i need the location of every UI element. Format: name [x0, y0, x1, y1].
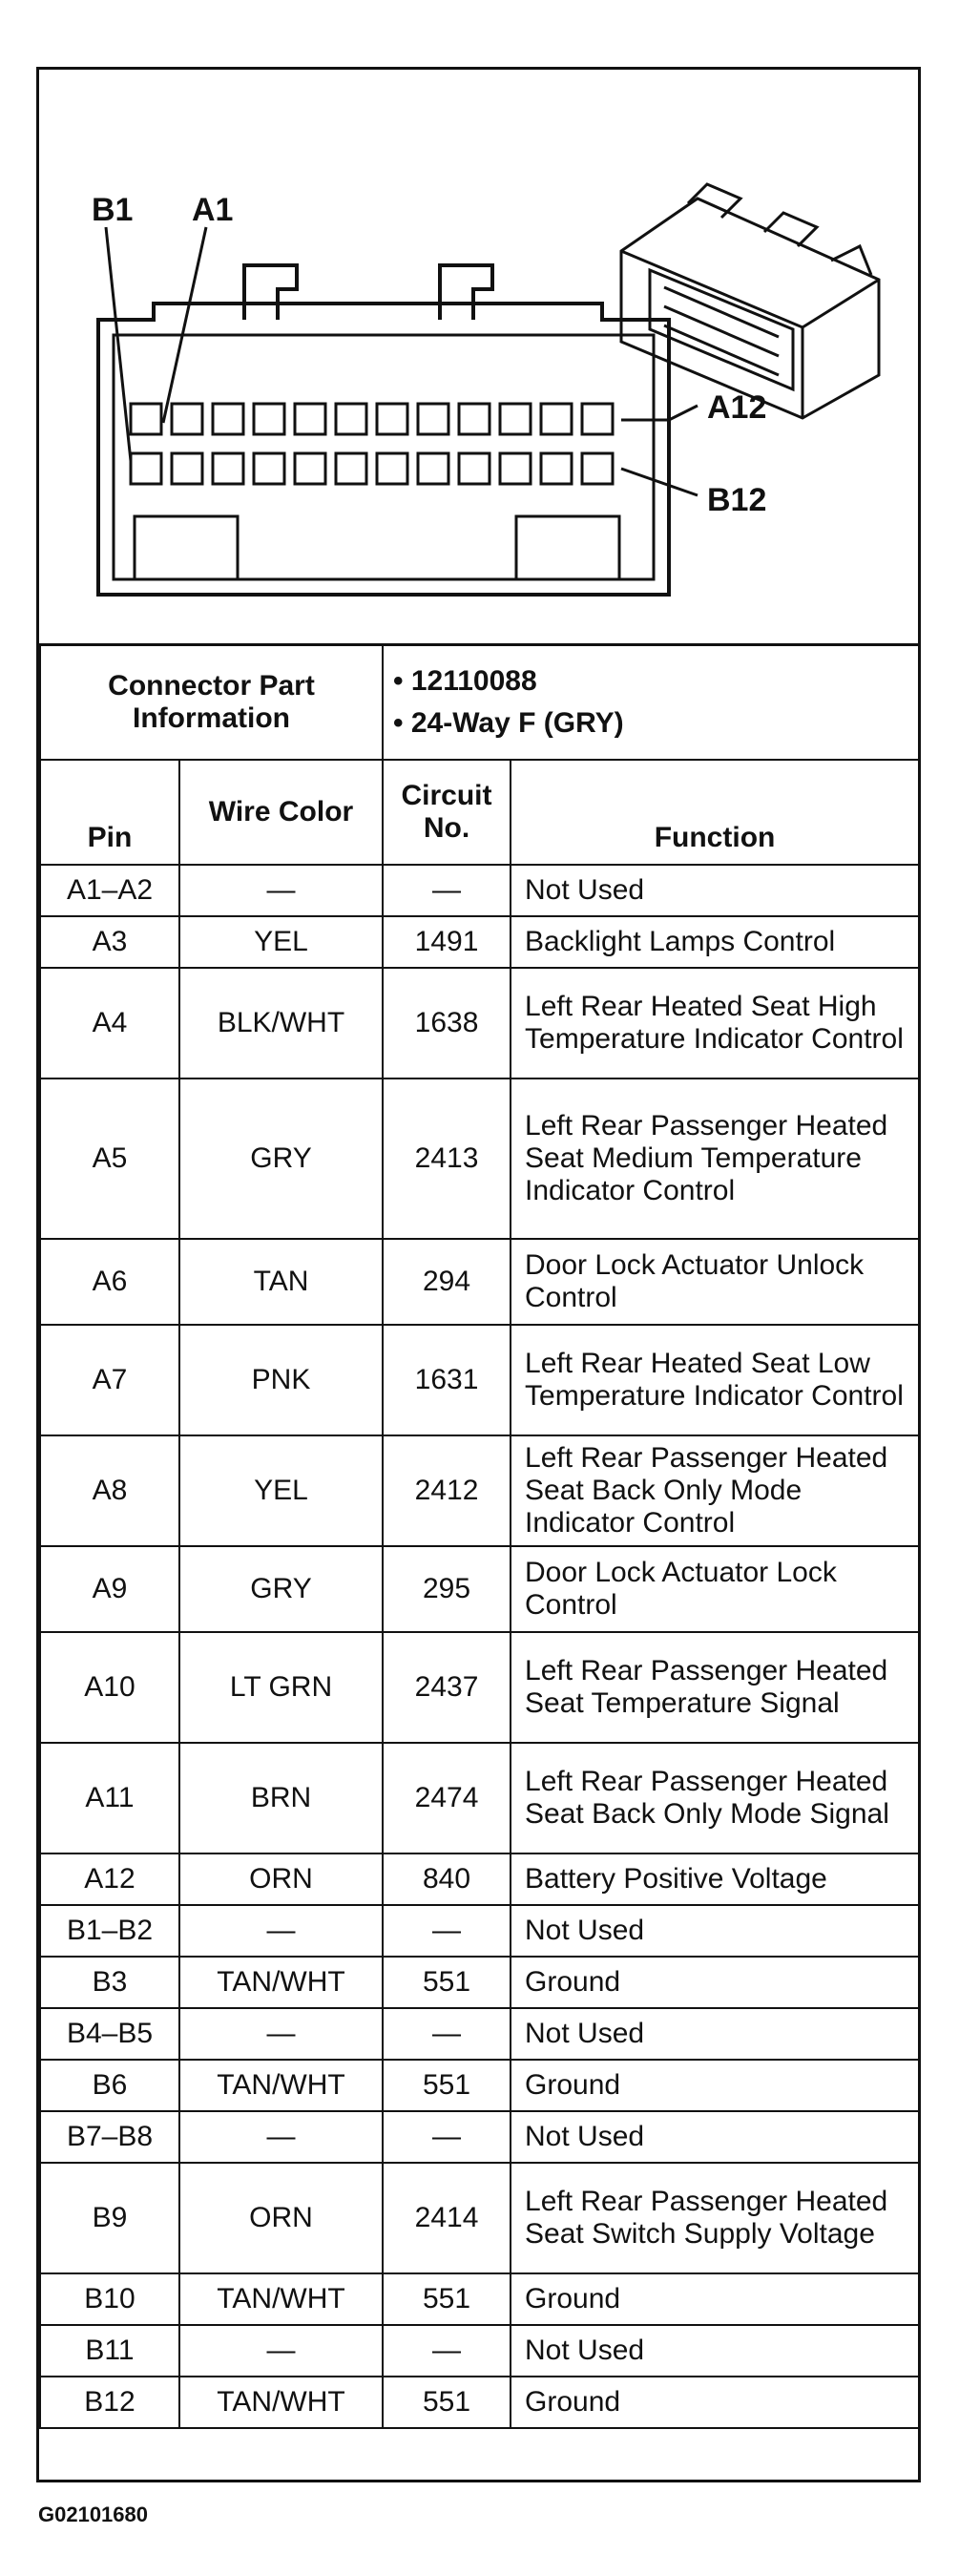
wire-color-cell: ORN — [179, 2163, 383, 2273]
wire-color-cell: — — [179, 865, 383, 916]
pin-cell: B10 — [40, 2273, 179, 2325]
pin-cavity — [336, 453, 366, 484]
function-cell: Backlight Lamps Control — [511, 916, 919, 968]
circuit-cell: 294 — [383, 1239, 511, 1325]
lock-tab-left — [244, 265, 297, 320]
circuit-cell: 2474 — [383, 1743, 511, 1853]
pin-cavity — [459, 404, 490, 434]
function-cell: Door Lock Actuator Lock Control — [511, 1546, 919, 1632]
function-cell: Ground — [511, 2273, 919, 2325]
pin-cell: B7–B8 — [40, 2111, 179, 2163]
pin-cavity — [254, 404, 284, 434]
table-row — [40, 2060, 919, 2111]
function-cell: Ground — [511, 1957, 919, 2008]
pin-cavity — [172, 404, 202, 434]
pin-cavity — [377, 453, 407, 484]
label-b1: B1 — [92, 192, 134, 228]
pin-cell: A4 — [40, 968, 179, 1079]
circuit-cell: — — [383, 865, 511, 916]
wire-color-cell: ORN — [179, 1853, 383, 1905]
table-row — [40, 2377, 919, 2428]
b1-leader-line — [106, 227, 131, 461]
circuit-cell: 2412 — [383, 1435, 511, 1546]
b12-leader-line — [621, 469, 698, 495]
pin-cell: A8 — [40, 1435, 179, 1546]
wire-color-cell: — — [179, 2111, 383, 2163]
table-row — [40, 2111, 919, 2163]
circuit-cell: 295 — [383, 1546, 511, 1632]
pin-cavity — [131, 404, 161, 434]
circuit-cell: 551 — [383, 2377, 511, 2428]
pin-cell: A9 — [40, 1546, 179, 1632]
pin-cavity — [295, 404, 325, 434]
table-row — [40, 916, 919, 968]
function-cell: Left Rear Passenger Heated Seat Switch Supply Voltage — [511, 2163, 919, 2273]
function-cell: Ground — [511, 2377, 919, 2428]
function-cell: Ground — [511, 2060, 919, 2111]
table-row — [40, 2008, 919, 2060]
table-row — [40, 1743, 919, 1853]
figure-id: G02101680 — [38, 2503, 148, 2526]
circuit-cell: — — [383, 2111, 511, 2163]
pin-cavity — [254, 453, 284, 484]
pin-cavity — [213, 404, 243, 434]
bottom-key-right — [516, 516, 619, 579]
table-row — [40, 1905, 919, 1957]
table-row — [40, 1957, 919, 2008]
circuit-cell: 1491 — [383, 916, 511, 968]
pin-cavity — [500, 404, 531, 434]
wire-color-cell: BRN — [179, 1743, 383, 1853]
table-row — [40, 1435, 919, 1546]
wire-color-cell: PNK — [179, 1325, 383, 1435]
wire-color-cell: — — [179, 2325, 383, 2377]
wire-color-cell: TAN — [179, 1239, 383, 1325]
pin-cell: B1–B2 — [40, 1905, 179, 1957]
table-header-row — [40, 760, 919, 865]
pin-cell: A10 — [40, 1632, 179, 1743]
header-wire-color: Wire Color — [179, 760, 383, 865]
function-cell: Not Used — [511, 2111, 919, 2163]
table-row — [40, 1239, 919, 1325]
pin-cell: B11 — [40, 2325, 179, 2377]
circuit-cell: 551 — [383, 2273, 511, 2325]
pin-cell: B9 — [40, 2163, 179, 2273]
function-cell: Left Rear Passenger Heated Seat Temperature Signal — [511, 1632, 919, 1743]
pin-cell: A11 — [40, 1743, 179, 1853]
pin-cavity — [418, 453, 448, 484]
function-cell: Left Rear Passenger Heated Seat Medium Temperature Indicator Control — [511, 1079, 919, 1239]
table-row — [40, 2325, 919, 2377]
pin-cell: A12 — [40, 1853, 179, 1905]
table-row — [40, 1325, 919, 1435]
pin-cell: B4–B5 — [40, 2008, 179, 2060]
pin-cavity — [418, 404, 448, 434]
table-row — [40, 1853, 919, 1905]
wire-color-cell: TAN/WHT — [179, 2377, 383, 2428]
header-pin: Pin — [40, 760, 179, 865]
pin-cavity — [213, 453, 243, 484]
connector-info-row — [40, 644, 919, 760]
circuit-cell: 551 — [383, 1957, 511, 2008]
pin-cell: A1–A2 — [40, 865, 179, 916]
pin-cavity — [295, 453, 325, 484]
connector-document — [36, 67, 921, 2482]
table-row — [40, 1546, 919, 1632]
table-row — [40, 2273, 919, 2325]
wire-color-cell: — — [179, 2008, 383, 2060]
label-a1: A1 — [192, 192, 234, 228]
circuit-cell: 551 — [383, 2060, 511, 2111]
circuit-cell: — — [383, 1905, 511, 1957]
circuit-cell: 840 — [383, 1853, 511, 1905]
label-a12: A12 — [707, 389, 767, 426]
connector-description: • 24-Way F (GRY) — [393, 706, 624, 739]
function-cell: Not Used — [511, 865, 919, 916]
pin-cavity — [582, 404, 613, 434]
table-row — [40, 1632, 919, 1743]
function-cell: Battery Positive Voltage — [511, 1853, 919, 1905]
wire-color-cell: GRY — [179, 1546, 383, 1632]
pin-cell: B3 — [40, 1957, 179, 2008]
pin-cell: B12 — [40, 2377, 179, 2428]
pin-cavity — [377, 404, 407, 434]
function-cell: Left Rear Passenger Heated Seat Back Only Mode Signal — [511, 1743, 919, 1853]
bottom-key-left — [135, 516, 238, 579]
connector-diagram — [39, 70, 918, 646]
label-b12: B12 — [707, 482, 767, 518]
wire-color-cell: TAN/WHT — [179, 1957, 383, 2008]
function-cell: Left Rear Heated Seat High Temperature Indicator Control — [511, 968, 919, 1079]
connector-info-values — [383, 644, 919, 760]
pin-cell: A3 — [40, 916, 179, 968]
function-cell: Not Used — [511, 2008, 919, 2060]
table-row — [40, 865, 919, 916]
wire-color-cell: TAN/WHT — [179, 2273, 383, 2325]
connector-face-svg — [39, 70, 918, 643]
wire-color-cell: — — [179, 1905, 383, 1957]
function-cell: Not Used — [511, 1905, 919, 1957]
function-cell: Not Used — [511, 2325, 919, 2377]
pinout-table — [39, 643, 920, 2429]
circuit-cell: 2437 — [383, 1632, 511, 1743]
function-cell: Door Lock Actuator Unlock Control — [511, 1239, 919, 1325]
circuit-cell: 2413 — [383, 1079, 511, 1239]
pin-cavity — [172, 453, 202, 484]
pin-cavity — [336, 404, 366, 434]
circuit-cell: — — [383, 2008, 511, 2060]
table-row — [40, 1079, 919, 1239]
pin-cell: A6 — [40, 1239, 179, 1325]
part-number: • 12110088 — [393, 664, 537, 697]
connector-info-label: Connector Part Information — [40, 644, 383, 760]
circuit-cell: 1631 — [383, 1325, 511, 1435]
wire-color-cell: BLK/WHT — [179, 968, 383, 1079]
connector-housing — [98, 304, 669, 595]
wire-color-cell: TAN/WHT — [179, 2060, 383, 2111]
a1-leader-line — [163, 227, 206, 423]
pin-cavity — [541, 453, 572, 484]
pin-cell: B6 — [40, 2060, 179, 2111]
circuit-cell: 1638 — [383, 968, 511, 1079]
circuit-cell: — — [383, 2325, 511, 2377]
header-circuit: Circuit No. — [383, 760, 511, 865]
pin-cavity — [541, 404, 572, 434]
table-row — [40, 2163, 919, 2273]
lock-tab-right — [440, 265, 492, 320]
table-row — [40, 968, 919, 1079]
pin-cavity — [459, 453, 490, 484]
function-cell: Left Rear Passenger Heated Seat Back Only Mode Indicator Control — [511, 1435, 919, 1546]
pin-cavity-grid — [131, 404, 613, 484]
wire-color-cell: GRY — [179, 1079, 383, 1239]
circuit-cell: 2414 — [383, 2163, 511, 2273]
wire-color-cell: LT GRN — [179, 1632, 383, 1743]
pin-cell: A7 — [40, 1325, 179, 1435]
wire-color-cell: YEL — [179, 916, 383, 968]
pin-cavity — [582, 453, 613, 484]
connector-isometric-view — [621, 184, 879, 418]
header-function: Function — [511, 760, 919, 865]
pin-cavity — [500, 453, 531, 484]
wire-color-cell: YEL — [179, 1435, 383, 1546]
pin-cell: A5 — [40, 1079, 179, 1239]
function-cell: Left Rear Heated Seat Low Temperature Indicator Control — [511, 1325, 919, 1435]
pin-cavity — [131, 453, 161, 484]
